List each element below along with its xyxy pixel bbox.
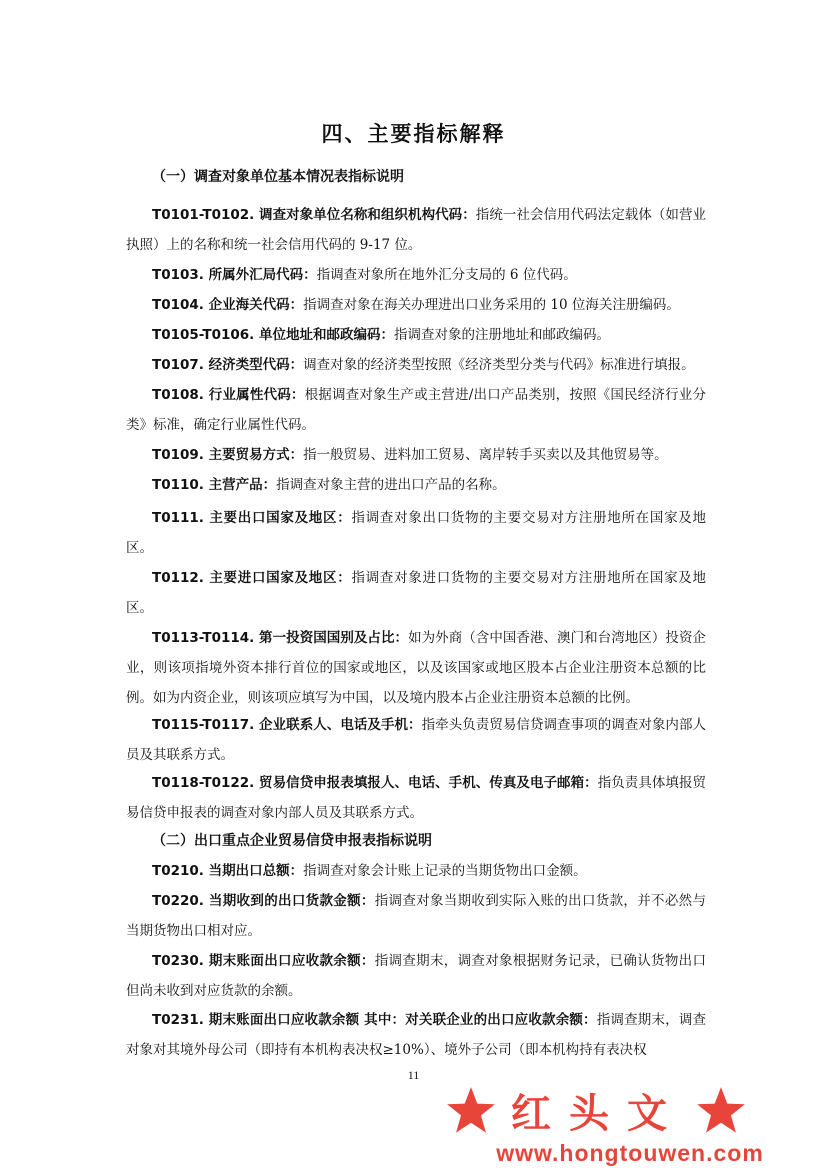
paragraph-text: 指牵头负责贸易信贷调查事项的调查对象内部人员及其联系方式。	[126, 717, 707, 763]
paragraph-text: 指调查对象主营的进出口产品的名称。	[276, 477, 506, 493]
term: T0115-T0117. 企业联系人、电话及手机：	[152, 717, 422, 733]
paragraph-text: 指统一社会信用代码法定载体（如营业执照）上的名称和统一社会信用代码的 9-17 位。	[126, 207, 707, 253]
watermark	[445, 1082, 815, 1168]
star-icon	[695, 1085, 747, 1137]
paragraph	[126, 768, 706, 828]
term: T0104. 企业海关代码：	[152, 297, 304, 313]
paragraph-text: 指调查期末，调查对象对其境外母公司（即持有本机构表决权≥10%）、境外子公司（即本机构持有表决权	[126, 1012, 706, 1058]
paragraph	[126, 320, 706, 350]
term: T0103. 所属外汇局代码：	[152, 267, 317, 283]
paragraph	[126, 503, 706, 563]
paragraph	[126, 470, 706, 500]
term: T0107. 经济类型代码：	[152, 357, 304, 373]
term: T0220. 当期收到的出口货款金额：	[152, 893, 375, 909]
paragraph-text: 根据调查对象生产或主营进/出口产品类别，按照《国民经济行业分类》标准，确定行业属性代码。	[126, 387, 706, 433]
term: T0118-T0122. 贸易信贷申报表填报人、电话、手机、传真及电子邮箱：	[152, 775, 598, 791]
term: T0101-T0102. 调查对象单位名称和组织机构代码：	[152, 207, 476, 223]
term: T0112. 主要进口国家及地区：	[152, 570, 352, 586]
section-heading-2: （二）出口重点企业贸易信贷申报表指标说明	[152, 833, 432, 849]
page-title: 四、主要指标解释	[321, 122, 506, 146]
term: T0111. 主要出口国家及地区：	[152, 510, 352, 526]
term: T0109. 主要贸易方式：	[152, 447, 304, 463]
term: T0231. 期末账面出口应收款余额 其中：对关联企业的出口应收款余额：	[152, 1012, 597, 1028]
paragraph	[126, 200, 706, 260]
paragraph	[126, 260, 706, 290]
paragraph-text: 如为外商（含中国香港、澳门和台湾地区）投资企业，则该项指境外资本排行首位的国家或地区，以及该国家或地区股本占企业注册资本总额的比例。如为内资企业，则该项应填写为中国，以及境内股本占企业注册资本总额的比例。	[126, 630, 707, 706]
paragraph-text: 指调查对象在海关办理进出口业务采用的 10 位海关注册编码。	[303, 297, 680, 313]
page-number: 11	[407, 1068, 420, 1082]
paragraph	[126, 886, 706, 946]
paragraph	[126, 1005, 706, 1065]
paragraph-text: 指一般贸易、进料加工贸易、离岸转手买卖以及其他贸易等。	[303, 447, 668, 463]
section-heading-1: （一）调查对象单位基本情况表指标说明	[152, 169, 404, 185]
term: T0108. 行业属性代码：	[152, 387, 305, 403]
term: T0113-T0114. 第一投资国国别及占比：	[152, 630, 409, 646]
paragraph-text: 指负责具体填报贸易信贷申报表的调查对象内部人员及其联系方式。	[126, 775, 707, 821]
paragraph	[126, 440, 706, 470]
paragraph-text: 指调查对象出口货物的主要交易对方注册地所在国家及地区。	[126, 510, 706, 556]
paragraph	[126, 290, 706, 320]
star-icon	[445, 1085, 497, 1137]
paragraph	[126, 350, 706, 380]
paragraph	[126, 856, 706, 886]
paragraph	[126, 563, 706, 623]
paragraph-text: 指调查对象进口货物的主要交易对方注册地所在国家及地区。	[126, 570, 706, 616]
paragraph-text: 指调查对象的注册地址和邮政编码。	[394, 327, 611, 343]
watermark-text: 红头文	[511, 1091, 685, 1137]
term: T0110. 主营产品：	[152, 477, 277, 493]
watermark-url: www.hongtouwen.com	[496, 1140, 764, 1166]
paragraph	[126, 946, 706, 1006]
paragraph-text: 指调查对象所在地外汇分支局的 6 位代码。	[316, 267, 577, 283]
paragraph-text: 指调查对象当期收到实际入账的出口货款，并不必然与当期货物出口相对应。	[126, 893, 706, 939]
paragraph	[126, 380, 706, 440]
term: T0230. 期末账面出口应收款余额：	[152, 953, 375, 969]
paragraph	[126, 623, 706, 713]
term: T0105-T0106. 单位地址和邮政编码：	[152, 327, 395, 343]
paragraph-text: 指调查期末，调查对象根据财务记录，已确认货物出口但尚未收到对应货款的余额。	[126, 953, 706, 999]
paragraph	[126, 710, 706, 770]
paragraph-text: 调查对象的经济类型按照《经济类型分类与代码》标准进行填报。	[303, 357, 695, 373]
paragraph-text: 指调查对象会计账上记录的当期货物出口金额。	[303, 863, 587, 879]
term: T0210. 当期出口总额：	[152, 863, 304, 879]
